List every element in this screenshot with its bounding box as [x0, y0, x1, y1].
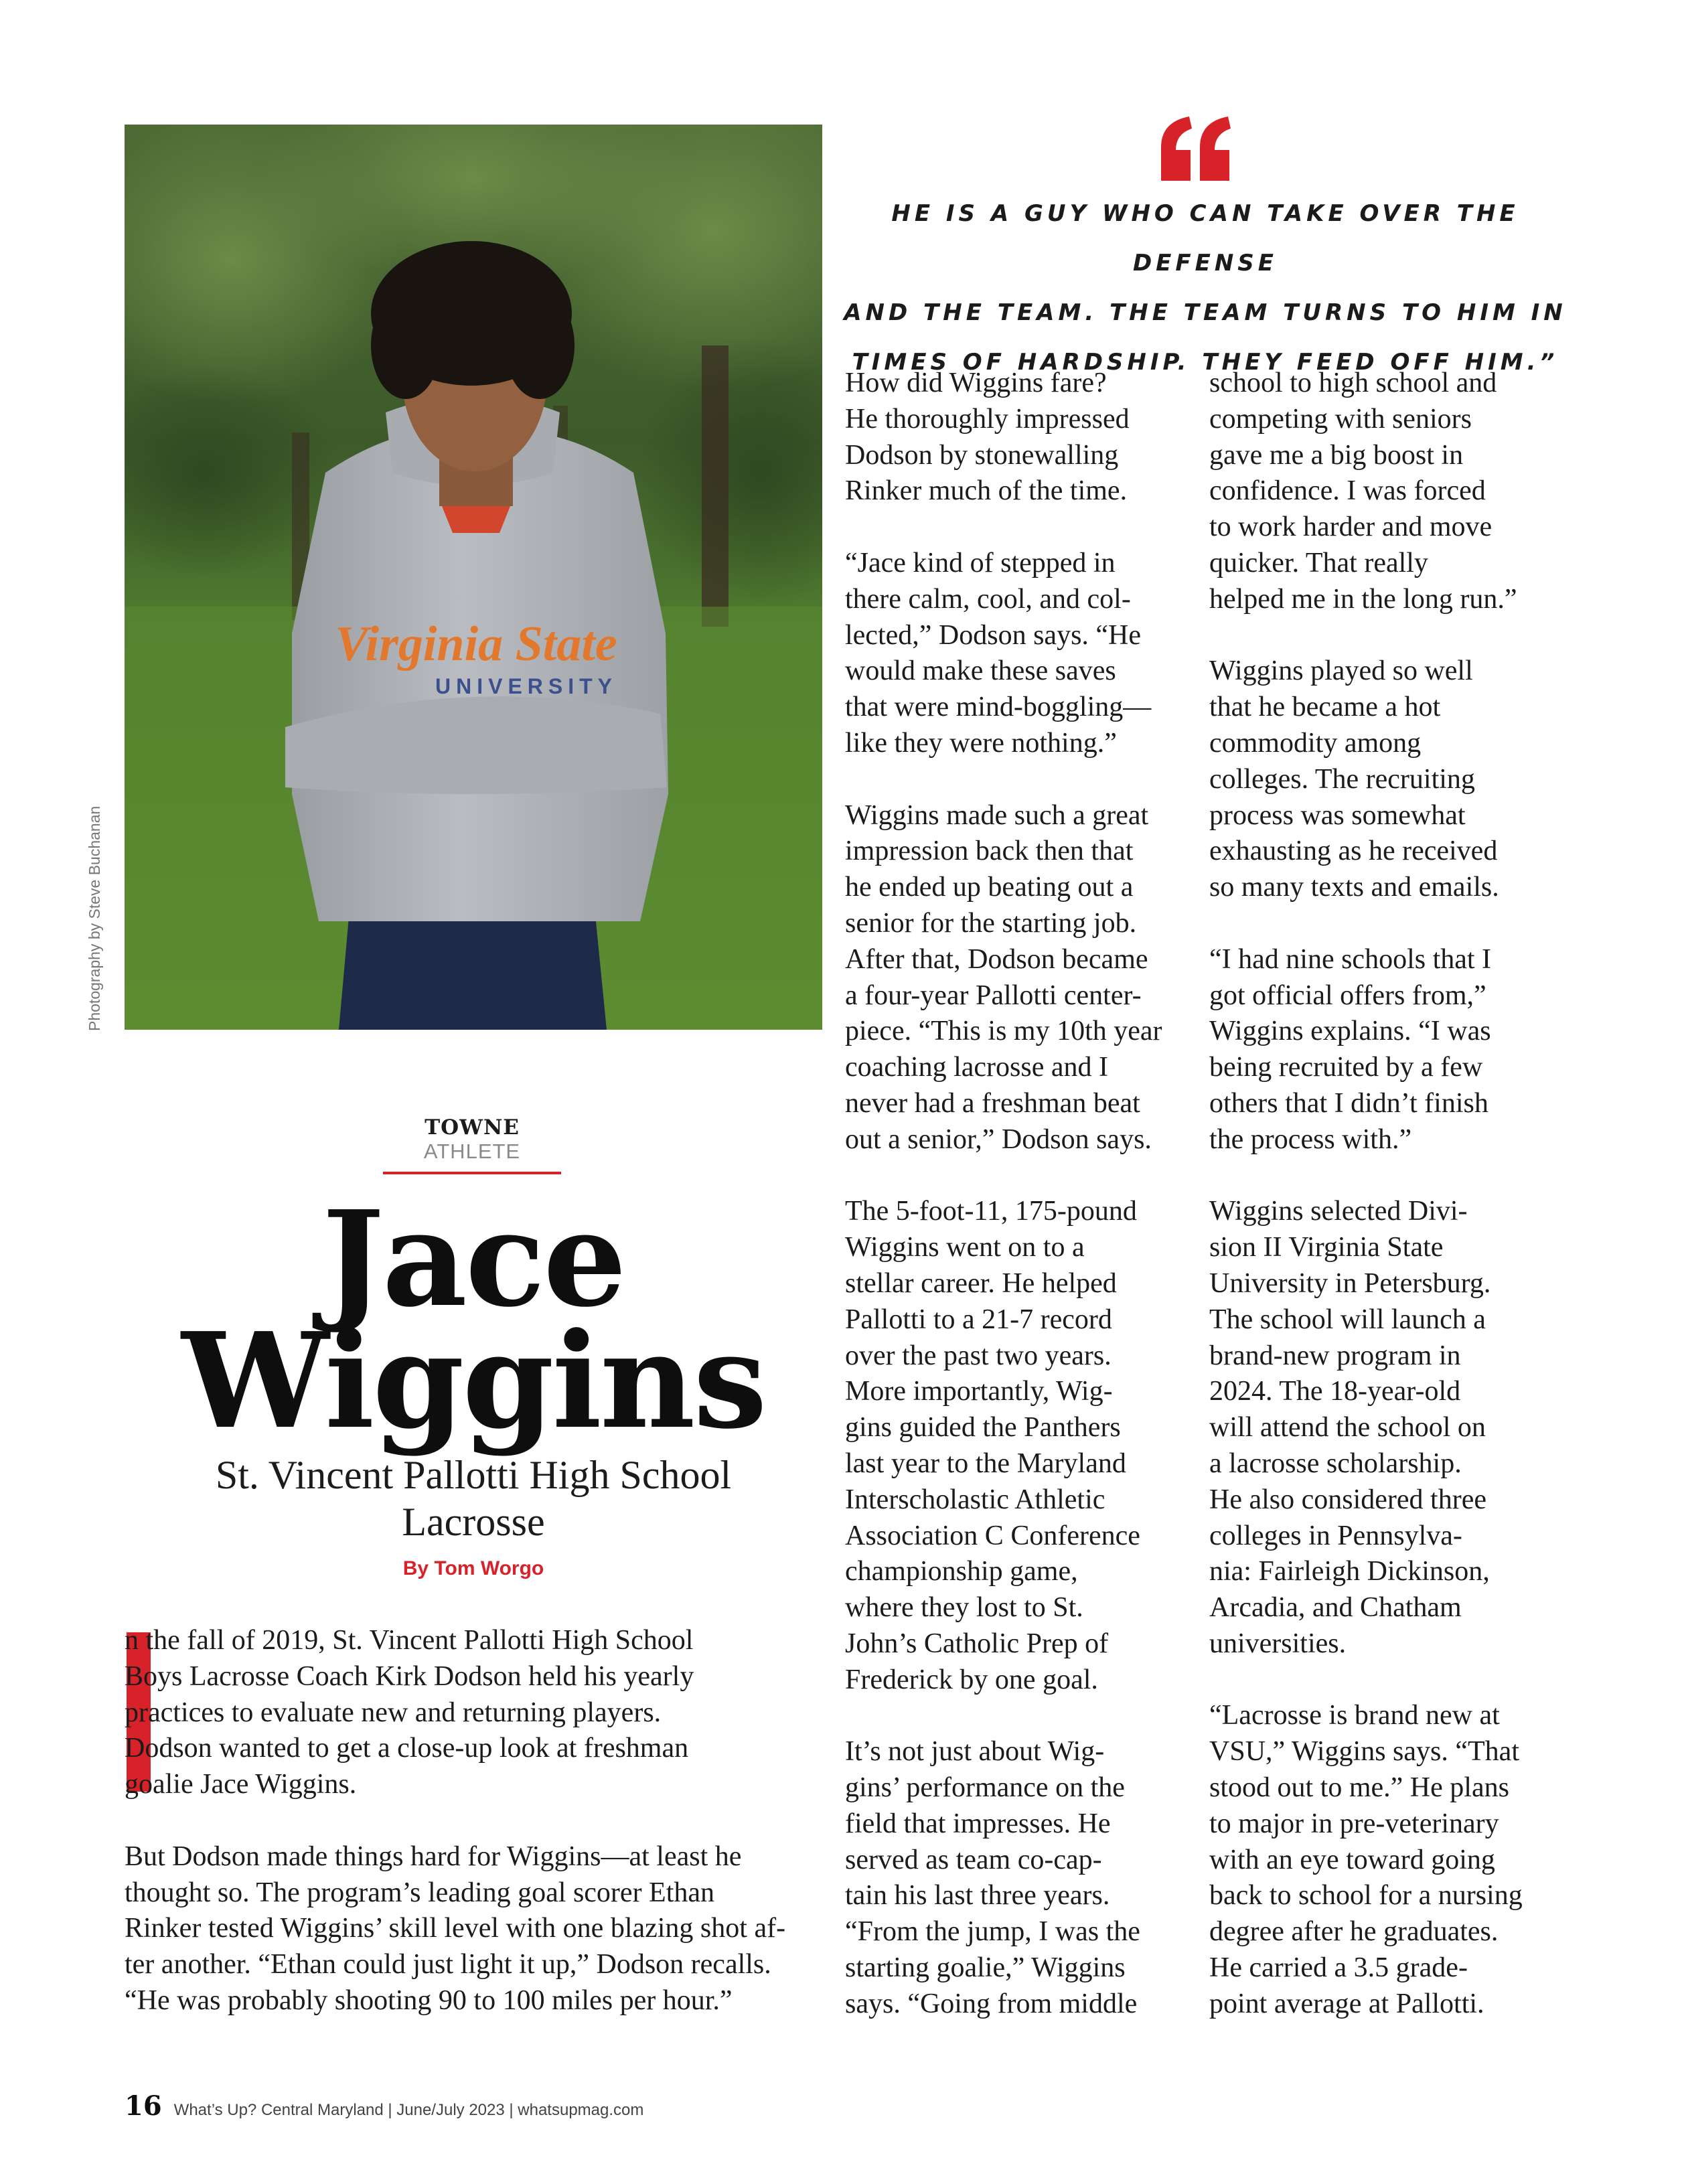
body-text-line: gins’ performance on the	[845, 1772, 1125, 1804]
body-text-line: goalie Jace Wiggins.	[125, 1769, 357, 1800]
pull-quote-line: AND THE TEAM. THE TEAM TURNS TO HIM IN	[844, 299, 1567, 326]
body-text-line: But Dodson made things hard for Wiggins—at least he	[125, 1841, 742, 1872]
body-text-line: Rinker much of the time.	[845, 475, 1128, 507]
body-text-line: there calm, cool, and col-	[845, 583, 1131, 615]
body-text-line: He also considered three	[1209, 1484, 1486, 1515]
body-text-line: ter another. “Ethan could just light it up,” Dodson recalls.	[125, 1949, 771, 1980]
body-text-line: “He was probably shooting 90 to 100 miles per hour.”	[125, 1984, 733, 2016]
body-text-line: More importantly, Wig-	[845, 1376, 1113, 1407]
body-text-line: Dodson by stonewalling	[845, 439, 1119, 471]
hoodie-print-top: Virginia State	[335, 617, 617, 672]
body-text-line: with an eye toward going	[1209, 1844, 1495, 1875]
body-text-line: Wiggins selected Divi-	[1209, 1196, 1468, 1227]
body-text-line: stood out to me.” He plans	[1209, 1772, 1509, 1804]
body-text-line	[845, 1158, 1162, 1194]
body-text-line: Wiggins made such a great	[845, 799, 1149, 831]
body-text-line: colleges. The recruiting	[1209, 763, 1475, 795]
body-text-line: championship game,	[845, 1556, 1078, 1587]
body-text-line: It’s not just about Wig-	[845, 1736, 1105, 1768]
footer-info: What’s Up? Central Maryland | June/July 2023 | whatsupmag.com	[173, 2101, 644, 2119]
body-text-line: John’s Catholic Prep of	[845, 1628, 1109, 1659]
body-text-line: coaching lacrosse and I	[845, 1052, 1108, 1083]
body-text-line: where they lost to St.	[845, 1592, 1083, 1624]
body-text-line: How did Wiggins fare?	[845, 368, 1107, 398]
body-text-line	[1209, 1158, 1523, 1194]
body-text-line: colleges in Pennsylva-	[1209, 1520, 1462, 1551]
body-text-line: brand-new program in	[1209, 1340, 1461, 1371]
body-text-line	[1209, 1662, 1523, 1699]
photo-credit: Photography by Steve Buchanan	[86, 805, 103, 1031]
body-text-line: a four-year Pallotti center-	[845, 980, 1142, 1011]
body-text-line: gins guided the Panthers	[845, 1412, 1121, 1444]
body-text-line: helped me in the long run.”	[1209, 583, 1517, 615]
body-text-line: universities.	[1209, 1628, 1347, 1659]
body-text-line: degree after he graduates.	[1209, 1916, 1499, 1948]
body-text-line: over the past two years.	[845, 1340, 1112, 1371]
pull-quote-line: HE IS A GUY WHO CAN TAKE OVER THE DEFENSE	[891, 200, 1519, 277]
body-column-middle	[845, 366, 1162, 2023]
body-text-line: “I had nine schools that I	[1209, 943, 1492, 975]
body-text-line: competing with seniors	[1209, 403, 1472, 435]
body-text-line: a lacrosse scholarship.	[1209, 1448, 1462, 1479]
body-text-line: out a senior,” Dodson says.	[845, 1123, 1152, 1155]
section-label: ATHLETE	[423, 1140, 521, 1163]
body-text-line: will attend the school on	[1209, 1412, 1486, 1444]
athlete-portrait-image	[125, 125, 822, 1030]
body-text-line: gave me a big boost in	[1209, 439, 1464, 471]
quote-mark-icon	[1156, 114, 1236, 187]
body-text-line: 2024. The 18-year-old	[1209, 1376, 1461, 1407]
body-text-line: After that, Dodson became	[845, 943, 1148, 975]
body-text-line: Frederick by one goal.	[845, 1664, 1098, 1695]
body-text-line: would make these saves	[845, 655, 1116, 687]
body-text-line: never had a freshman beat	[845, 1087, 1140, 1119]
body-text-line: point average at Pallotti.	[1209, 1988, 1484, 2019]
body-text-line: He carried a 3.5 grade-	[1209, 1952, 1468, 1984]
body-text-line: “Jace kind of stepped in	[845, 547, 1116, 578]
school-name: St. Vincent Pallotti High School	[215, 1453, 732, 1497]
title-last-name: Wiggins	[181, 1304, 765, 1458]
body-text-line	[1209, 618, 1523, 654]
sport-name: Lacrosse	[402, 1500, 545, 1544]
body-text-line: to major in pre-veterinary	[1209, 1808, 1499, 1839]
body-text-line: University in Petersburg.	[1209, 1267, 1491, 1299]
body-text-line: others that I didn’t finish	[1209, 1087, 1488, 1119]
section-brand: TOWNE	[425, 1115, 520, 1140]
body-text-line: “Lacrosse is brand new at	[1209, 1700, 1500, 1731]
body-text-line: the process with.”	[1209, 1123, 1412, 1155]
body-text-line: school to high school and	[1209, 368, 1497, 398]
athlete-photo	[125, 125, 822, 1030]
body-column-right	[1209, 366, 1523, 2023]
body-text-line: last year to the Maryland	[845, 1448, 1126, 1479]
body-text-line: that were mind-boggling—	[845, 692, 1152, 723]
body-text-line: Wiggins went on to a	[845, 1232, 1085, 1263]
body-text-line: sion II Virginia State	[1209, 1232, 1444, 1263]
body-text-line: senior for the starting job.	[845, 907, 1137, 939]
body-text-line: n the fall of 2019, St. Vincent Pallotti High School	[125, 1625, 694, 1656]
body-text-line: practices to evaluate new and returning players.	[125, 1697, 662, 1728]
body-text-line: to work harder and move	[1209, 512, 1493, 543]
body-text-line: tain his last three years.	[845, 1880, 1110, 1912]
body-text-line: back to school for a nursing	[1209, 1880, 1523, 1912]
body-text-line: Dodson wanted to get a close-up look at freshman	[125, 1733, 689, 1764]
body-text-line: He thoroughly impressed	[845, 403, 1130, 435]
body-text-line: so many texts and emails.	[1209, 872, 1499, 903]
body-text-line: lected,” Dodson says. “He	[845, 619, 1142, 651]
body-text-line: The 5-foot-11, 175-pound	[845, 1196, 1137, 1227]
body-text-line: piece. “This is my 10th year	[845, 1016, 1162, 1047]
body-text-line	[845, 762, 1162, 798]
body-text-line: served as team co-cap-	[845, 1844, 1102, 1875]
body-text-line: impression back then that	[845, 836, 1134, 867]
section-tag	[383, 1115, 561, 1174]
body-text-line: Wiggins played so well	[1209, 655, 1473, 687]
body-text-line: nia: Fairleigh Dickinson,	[1209, 1556, 1490, 1587]
body-text-line: “From the jump, I was the	[845, 1916, 1140, 1948]
article-title	[125, 1182, 822, 1458]
body-text-line: VSU,” Wiggins says. “That	[1209, 1736, 1519, 1768]
body-text-line: like they were nothing.”	[845, 727, 1117, 759]
pull-quote-line: TIMES OF HARDSHIP. THEY FEED OFF HIM.”	[852, 349, 1559, 376]
body-text-line: exhausting as he received	[1209, 836, 1498, 867]
body-column-left	[125, 1623, 785, 2019]
body-text-line: field that impresses. He	[845, 1808, 1111, 1839]
hoodie-print-bottom: UNIVERSITY	[435, 674, 618, 698]
body-text-line: stellar career. He helped	[845, 1267, 1117, 1299]
body-text-line: being recruited by a few	[1209, 1052, 1483, 1083]
body-text-line: Wiggins explains. “I was	[1209, 1016, 1491, 1047]
body-text-line: confidence. I was forced	[1209, 475, 1486, 507]
body-text-line: says. “Going from middle	[845, 1988, 1138, 2019]
body-text-line: Association C Conference	[845, 1520, 1140, 1551]
body-text-line: Rinker tested Wiggins’ skill level with one blazing shot af-	[125, 1913, 786, 1944]
body-text-line: Interscholastic Athletic	[845, 1484, 1105, 1515]
body-text-line: starting goalie,” Wiggins	[845, 1952, 1126, 1984]
body-text-line: process was somewhat	[1209, 799, 1466, 831]
body-text-line: quicker. That really	[1209, 547, 1428, 578]
body-text-line: Boys Lacrosse Coach Kirk Dodson held his yearly	[125, 1660, 694, 1692]
body-text-line: got official offers from,”	[1209, 980, 1486, 1011]
body-text-line	[125, 1803, 785, 1839]
pull-quote	[837, 189, 1574, 387]
body-text-line: that he became a hot	[1209, 692, 1441, 723]
body-text-line	[845, 510, 1162, 546]
body-text-line: Arcadia, and Chatham	[1209, 1592, 1462, 1624]
page-number: 16	[125, 2090, 162, 2122]
body-text-line	[1209, 906, 1523, 942]
body-text-line: commodity among	[1209, 727, 1422, 759]
byline: By Tom Worgo	[402, 1557, 544, 1579]
body-text-line: thought so. The program’s leading goal scorer Ethan	[125, 1877, 715, 1908]
body-text-line: The school will launch a	[1209, 1304, 1486, 1335]
body-text-line: Pallotti to a 21-7 record	[845, 1304, 1112, 1335]
body-text-line	[845, 1698, 1162, 1734]
title-first-name: Jace	[322, 1182, 625, 1336]
body-text-line: he ended up beating out a	[845, 872, 1134, 903]
page-footer	[125, 2090, 643, 2122]
